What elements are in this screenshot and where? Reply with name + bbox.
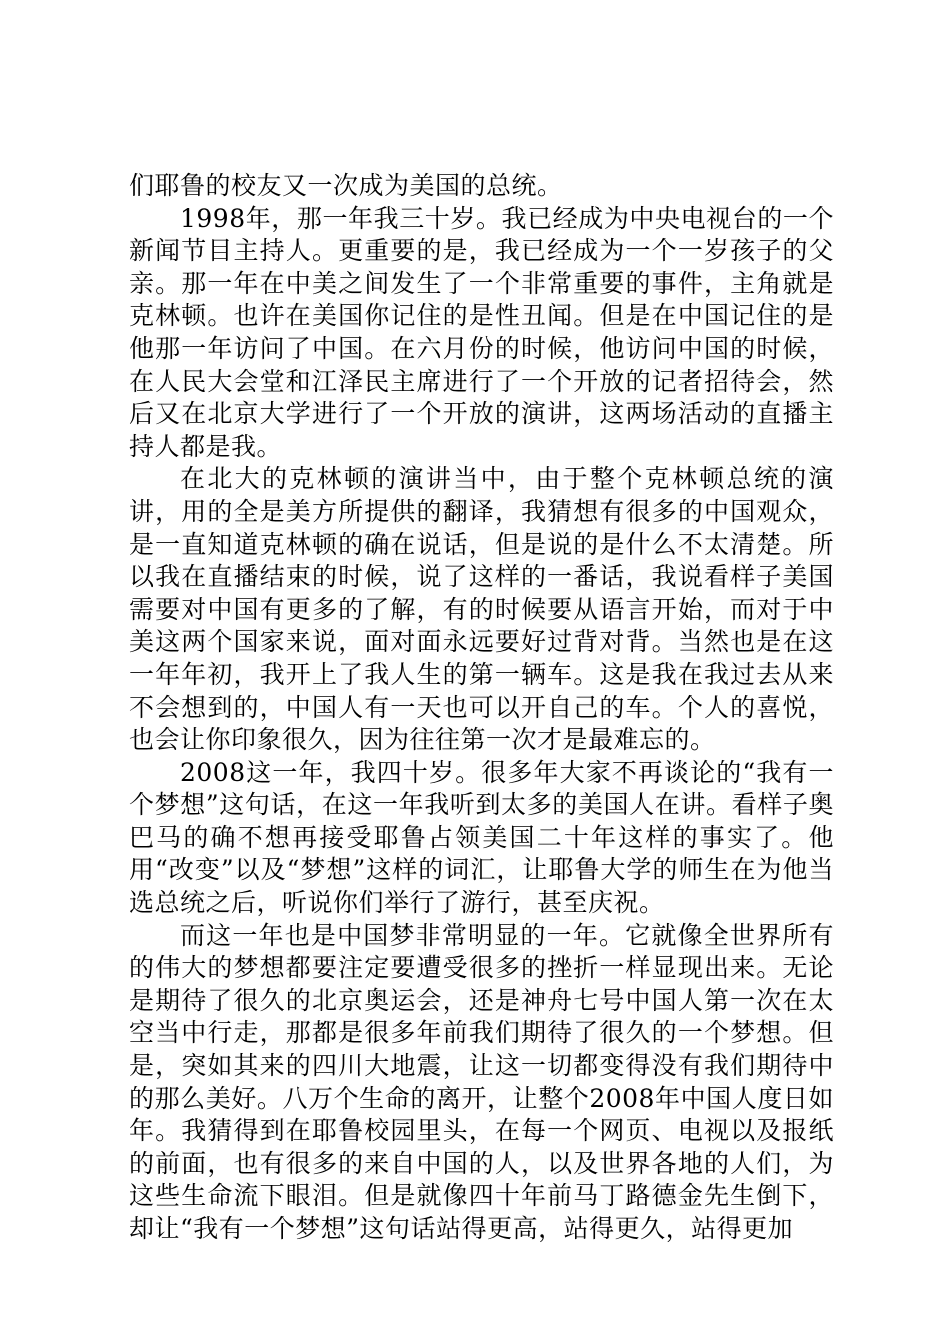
body-text (129, 170, 834, 1246)
paragraph-2008: 2008这一年，我四十岁。很多年大家不再谈论的“我有一个梦想”这句话，在这一年我听到太多的美国人在讲。看样子奥巴马的确不想再接受耶鲁占领美国二十年这样的事实了。他用“改变”以及“梦想”这样的词汇，让耶鲁大学的师生在为他当选总统之后，听说你们举行了游行，甚至庆祝。 (129, 757, 834, 918)
paragraph-continuation: 们耶鲁的校友又一次成为美国的总统。 (129, 171, 563, 200)
paragraph-clinton-speech: 在北大的克林顿的演讲当中，由于整个克林顿总统的演讲，用的全是美方所提供的翻译，我猜想有很多的中国观众，是一直知道克林顿的确在说话，但是说的是什么不太清楚。所以我在直播结束的时候，说了这样的一番话，我说看样子美国需要对中国有更多的了解，有的时候要从语言开始，而对于中美这两个国家来说，面对面永远要好过背对背。当然也是在这一年年初，我开上了我人生的第一辆车。这是我在我过去从来不会想到的，中国人有一天也可以开自己的车。个人的喜悦，也会让你印象很久，因为往往第一次才是最难忘的。 (129, 464, 834, 755)
paragraph-china-dream: 而这一年也是中国梦非常明显的一年。它就像全世界所有的伟大的梦想都要注定要遭受很多的挫折一样显现出来。无论是期待了很久的北京奥运会，还是神舟七号中国人第一次在太空当中行走，那都是很多年前我们期待了很久的一个梦想。但是，突如其来的四川大地震，让这一切都变得没有我们期待中的那么美好。八万个生命的离开，让整个2008年中国人度日如年。我猜得到在耶鲁校园里头，在每一个网页、电视以及报纸的前面，也有很多的来自中国的人，以及世界各地的人们，为这些生命流下眼泪。但是就像四十年前马丁路德金先生倒下，却让“我有一个梦想”这句话站得更高，站得更久，站得更加 (129, 920, 834, 1243)
paragraph-1998: 1998年，那一年我三十岁。我已经成为中央电视台的一个新闻节目主持人。更重要的是，我已经成为一个一岁孩子的父亲。那一年在中美之间发生了一个非常重要的事件，主角就是克林顿。也许在美国你记住的是性丑闻。但是在中国记住的是他那一年访问了中国。在六月份的时候，他访问中国的时候，在人民大会堂和江泽民主席进行了一个开放的记者招待会，然后又在北京大学进行了一个开放的演讲，这两场活动的直播主持人都是我。 (129, 203, 834, 461)
